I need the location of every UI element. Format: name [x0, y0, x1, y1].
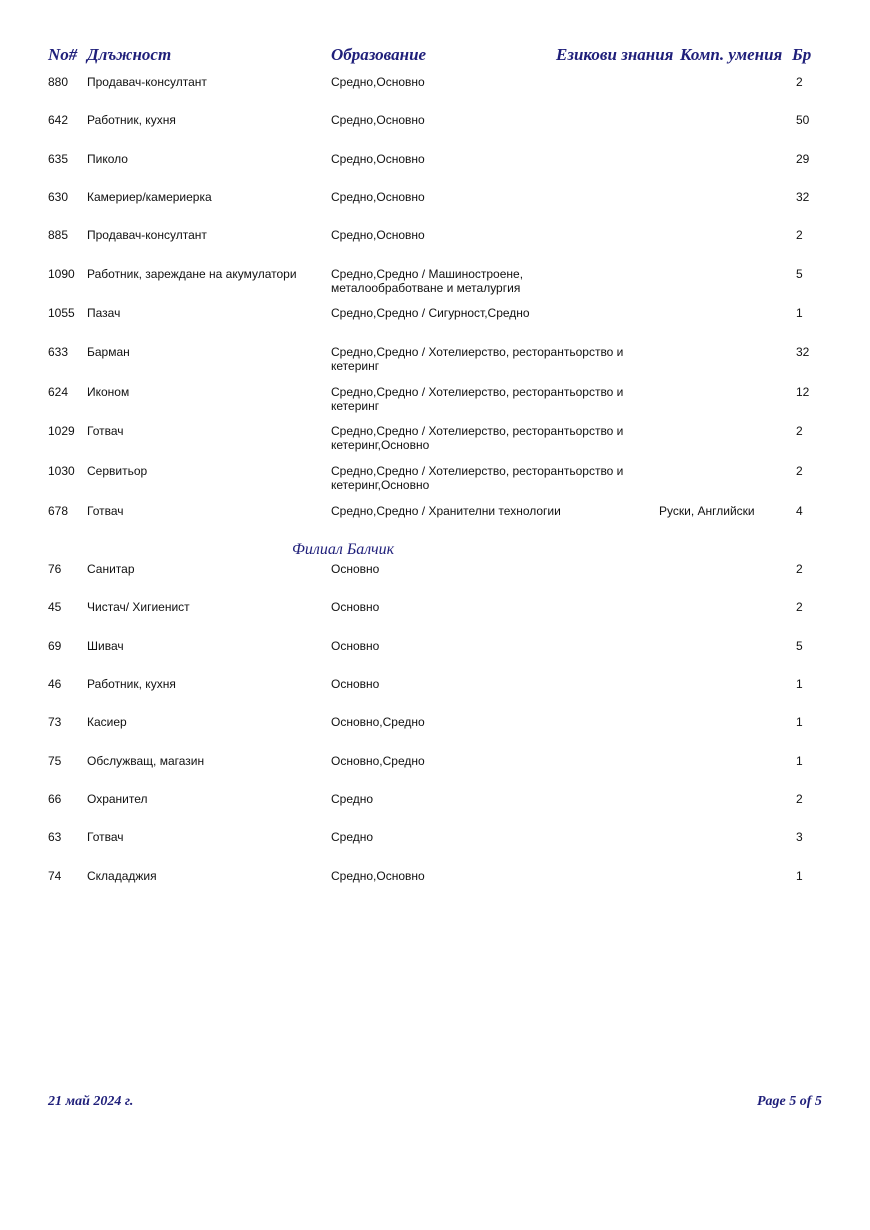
table-row	[0, 152, 870, 188]
cell-no: 678	[48, 504, 69, 518]
header-title: Длъжност	[87, 45, 172, 64]
table-row	[0, 715, 870, 751]
table-row	[0, 830, 870, 866]
table-row	[0, 190, 870, 226]
cell-education: Средно,Основно	[331, 228, 425, 242]
cell-title: Обслужващ, магазин	[87, 754, 205, 768]
cell-education: Основно	[331, 562, 380, 576]
cell-title: Шивач	[87, 639, 124, 653]
cell-no: 66	[48, 792, 62, 806]
cell-count: 2	[796, 424, 803, 438]
table-row	[0, 306, 870, 342]
section-title: Филиал Балчик	[292, 541, 395, 558]
table-row	[0, 869, 870, 905]
cell-education: Средно,Средно / Сигурност,Средно	[331, 306, 530, 320]
header-languages: Езикови знания	[556, 45, 674, 64]
footer-page: Page 5 of 5	[757, 1094, 822, 1109]
cell-count: 3	[796, 830, 803, 844]
cell-education: Средно,Средно / Хранителни технологии	[331, 504, 561, 518]
cell-count: 5	[796, 267, 803, 281]
cell-no: 633	[48, 345, 69, 359]
cell-title: Пазач	[87, 306, 121, 320]
cell-no: 1055	[48, 306, 75, 320]
cell-count: 4	[796, 504, 803, 518]
table-row	[0, 345, 870, 381]
cell-count: 32	[796, 190, 810, 204]
cell-count: 2	[796, 562, 803, 576]
cell-education: Средно,Средно / Машиностроене, металообработване и металургия	[331, 267, 524, 295]
cell-education: Средно,Средно / Хотелиерство, ресторантьорство и кетеринг	[331, 345, 624, 373]
table-row	[0, 562, 870, 598]
cell-no: 885	[48, 228, 69, 242]
cell-no: 63	[48, 830, 62, 844]
cell-count: 1	[796, 677, 803, 691]
cell-count: 29	[796, 152, 810, 166]
header-no: No#	[48, 45, 78, 64]
cell-title: Работник, кухня	[87, 677, 176, 691]
cell-education: Основно	[331, 600, 380, 614]
cell-title: Работник, кухня	[87, 113, 176, 127]
footer-date: 21 май 2024 г.	[48, 1094, 134, 1109]
cell-title: Барман	[87, 345, 130, 359]
cell-no: 74	[48, 869, 62, 883]
cell-title: Сервитьор	[87, 464, 148, 478]
table-row	[0, 754, 870, 790]
cell-education: Основно	[331, 639, 380, 653]
cell-count: 1	[796, 754, 803, 768]
cell-title: Готвач	[87, 504, 124, 518]
cell-title: Чистач/ Хигиенист	[87, 600, 190, 614]
table-row	[0, 464, 870, 500]
cell-languages: Руски, Английски	[659, 504, 755, 518]
cell-education: Средно,Основно	[331, 190, 425, 204]
table-row	[0, 113, 870, 149]
cell-education: Основно,Средно	[331, 715, 425, 729]
cell-count: 12	[796, 385, 810, 399]
cell-no: 69	[48, 639, 62, 653]
cell-education: Средно	[331, 792, 374, 806]
cell-count: 2	[796, 228, 803, 242]
cell-education: Средно,Основно	[331, 152, 425, 166]
cell-title: Продавач-консултант	[87, 228, 207, 242]
cell-no: 1029	[48, 424, 75, 438]
cell-education: Средно,Основно	[331, 75, 425, 89]
cell-count: 2	[796, 75, 803, 89]
table-row	[0, 267, 870, 303]
header-education: Образование	[331, 45, 427, 64]
cell-no: 1090	[48, 267, 75, 281]
cell-title: Работник, зареждане на акумулатори	[87, 267, 297, 281]
cell-education: Основно	[331, 677, 380, 691]
cell-title: Иконом	[87, 385, 130, 399]
cell-title: Пиколо	[87, 152, 128, 166]
table-row	[0, 639, 870, 675]
cell-count: 2	[796, 600, 803, 614]
table-row	[0, 228, 870, 264]
cell-count: 50	[796, 113, 810, 127]
header-count: Бр	[792, 45, 812, 64]
cell-title: Склададжия	[87, 869, 157, 883]
table-row	[0, 600, 870, 636]
table-row	[0, 504, 870, 540]
cell-title: Готвач	[87, 424, 124, 438]
cell-title: Охранител	[87, 792, 148, 806]
table-row	[0, 792, 870, 828]
cell-education: Средно,Основно	[331, 869, 425, 883]
header-computer-skills: Комп. умения	[680, 45, 783, 64]
cell-count: 32	[796, 345, 810, 359]
cell-title: Касиер	[87, 715, 127, 729]
cell-count: 2	[796, 464, 803, 478]
cell-no: 635	[48, 152, 69, 166]
cell-title: Камериер/камериерка	[87, 190, 212, 204]
table-row	[0, 424, 870, 460]
cell-no: 45	[48, 600, 62, 614]
cell-count: 2	[796, 792, 803, 806]
cell-title: Санитар	[87, 562, 135, 576]
cell-title: Продавач-консултант	[87, 75, 207, 89]
cell-education: Средно,Средно / Хотелиерство, ресторантьорство и кетеринг,Основно	[331, 464, 624, 492]
cell-no: 624	[48, 385, 69, 399]
cell-education: Средно,Средно / Хотелиерство, ресторантьорство и кетеринг,Основно	[331, 424, 624, 452]
cell-no: 75	[48, 754, 62, 768]
table-row	[0, 677, 870, 713]
cell-education: Средно,Основно	[331, 113, 425, 127]
cell-no: 642	[48, 113, 69, 127]
cell-no: 76	[48, 562, 62, 576]
cell-education: Средно	[331, 830, 374, 844]
cell-no: 630	[48, 190, 69, 204]
cell-count: 1	[796, 306, 803, 320]
cell-title: Готвач	[87, 830, 124, 844]
table-row	[0, 75, 870, 111]
cell-no: 73	[48, 715, 62, 729]
cell-no: 46	[48, 677, 62, 691]
cell-count: 5	[796, 639, 803, 653]
cell-count: 1	[796, 715, 803, 729]
table-row	[0, 385, 870, 421]
cell-education: Средно,Средно / Хотелиерство, ресторантьорство и кетеринг	[331, 385, 624, 413]
cell-count: 1	[796, 869, 803, 883]
cell-no: 1030	[48, 464, 75, 478]
cell-education: Основно,Средно	[331, 754, 425, 768]
cell-no: 880	[48, 75, 69, 89]
